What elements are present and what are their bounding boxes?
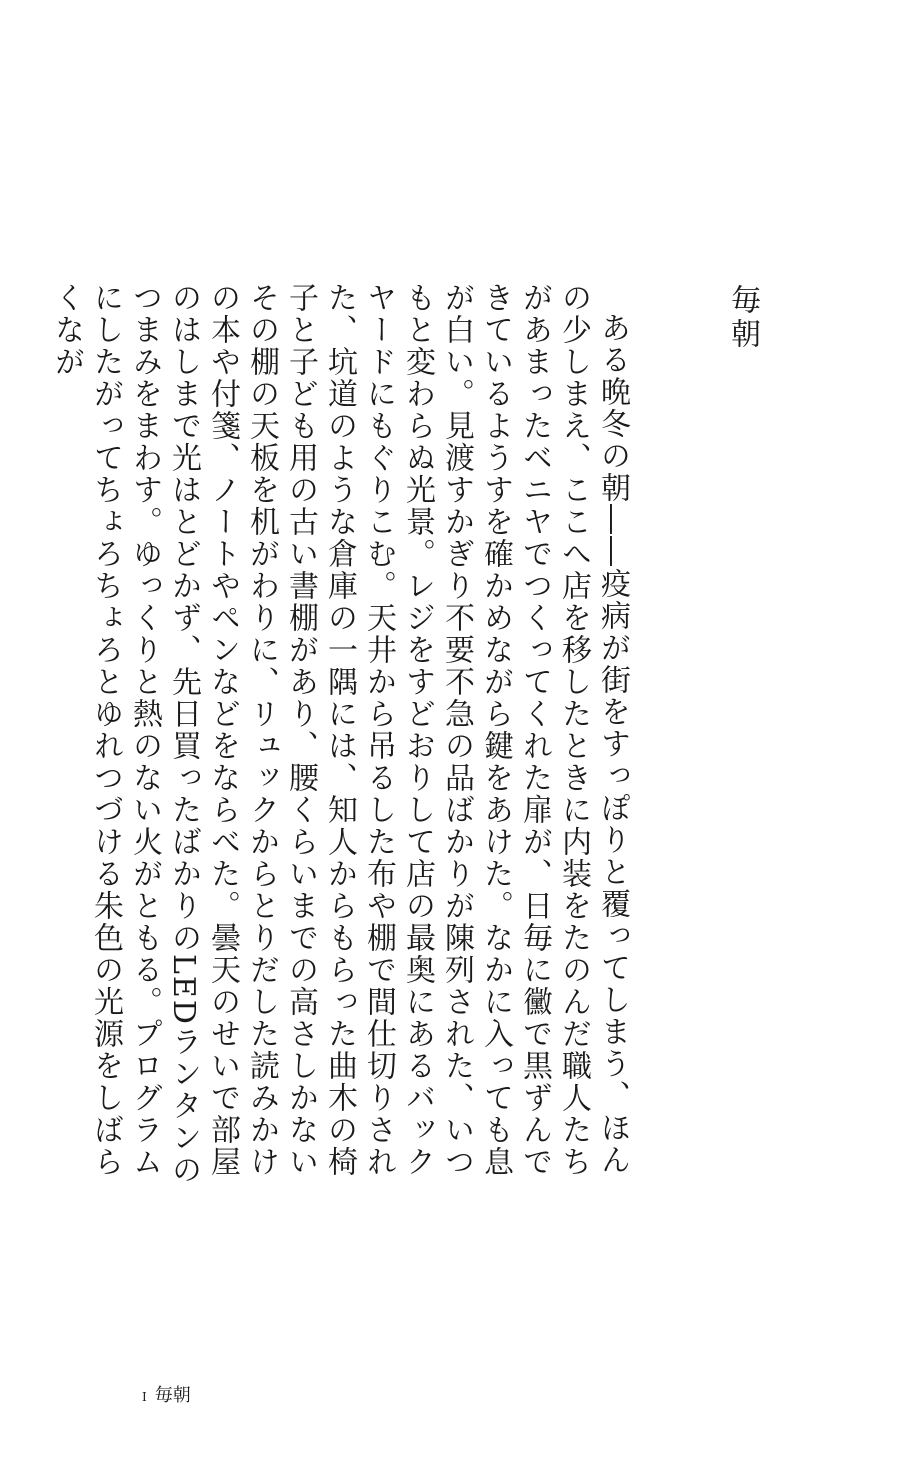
paragraph: ある晩冬の朝――疫病が街をすっぽりと覆ってしまう、ほんの少しまえ、ここへ店を移したときに内装をたのんだ職人たちがあまったベニヤでつくってくれた扉が、日毎に黴で黒ずんできているようすを確かめながら鍵をあけた。なかに入っても息が白い。見渡すかぎり不要不急の品ばかりが陳列された、いつもと変わらぬ光景。レジをすどおりして店の最奥にあるバックヤードにもぐりこむ。天井から吊るした布や棚で間仕切りされた、坑道のような倉庫の一隅には、知人からもらった曲木の椅子と子ども用の古い書棚があり、腰くらいまでの高さしかないその棚の天板を机がわりに、リュックからとりだした読みかけの本や付箋、ノートやペンなどをならべた。曇天のせいで部屋のはしまで光はとどかず、先日買ったばかりのLEDランタンのつまみをまわす。ゆっくりと熱のない火がともる。プログラムにしたがってちょろちょろとゆれつづける朱色の光源をしばらくなが — [49, 282, 630, 1186]
body-text — [49, 282, 632, 1202]
page-number: I — [142, 1390, 147, 1404]
page-footer — [142, 1382, 191, 1410]
chapter-title: 毎朝 — [725, 284, 760, 352]
running-head: 毎朝 — [154, 1385, 191, 1406]
